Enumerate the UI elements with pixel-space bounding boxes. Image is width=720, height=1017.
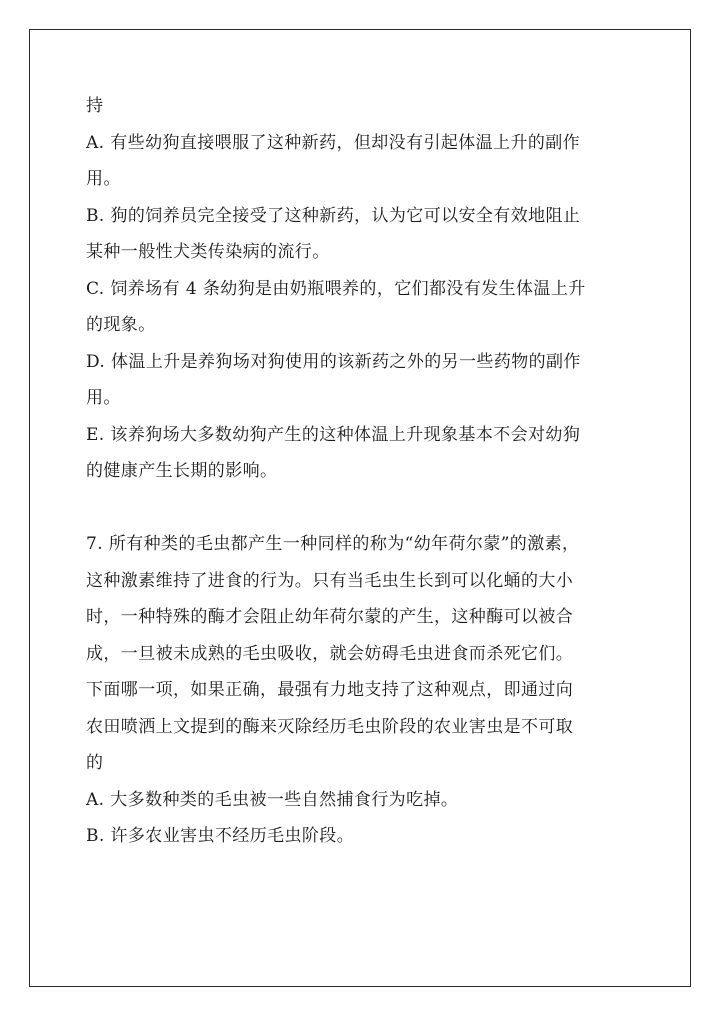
option-line: C. 饲养场有 4 条幼狗是由奶瓶喂养的，它们都没有发生体温上升 [86, 278, 586, 299]
stem-line: 的 [86, 753, 104, 773]
q6-option-b [86, 198, 646, 271]
stem-line: 农田喷洒上文提到的酶来灭除经历毛虫阶段的农业害虫是不可取 [86, 716, 574, 737]
q6-option-a [86, 125, 646, 198]
option-line: A. 有些幼狗直接喂服了这种新药，但却没有引起体温上升的副作 [86, 132, 581, 153]
option-line: E. 该养狗场大多数幼狗产生的这种体温上升现象基本不会对幼狗 [86, 424, 581, 445]
stem-line: 这种激素维持了进食的行为。只有当毛虫生长到可以化蛹的大小 [86, 570, 574, 591]
option-line: 用。 [86, 388, 121, 408]
option-line: B. 狗的饲养员完全接受了这种新药，认为它可以安全有效地阻止 [86, 205, 581, 226]
stem-line: 成，一旦被未成熟的毛虫吸收，就会妨碍毛虫进食而杀死它们。 [86, 643, 574, 664]
paragraph-spacer [86, 490, 646, 527]
q7-option-a: A. 大多数种类的毛虫被一些自然捕食行为吃掉。 [86, 789, 459, 810]
stem-line: 时，一种特殊的酶才会阻止幼年荷尔蒙的产生，这种酶可以被合 [86, 607, 574, 627]
q6-lead-tail: 持 [86, 96, 104, 116]
document-body [86, 88, 646, 855]
q7-option-b: B. 许多农业害虫不经历毛虫阶段。 [86, 826, 355, 846]
option-line: 的现象。 [86, 315, 156, 335]
q6-option-d [86, 344, 646, 417]
q7-stem [86, 526, 646, 782]
stem-line: 下面哪一项，如果正确，最强有力地支持了这种观点，即通过向 [86, 680, 574, 700]
q6-option-e [86, 417, 646, 490]
option-line: D. 体温上升是养狗场对狗使用的该新药之外的另一些药物的副作 [86, 351, 581, 372]
option-line: 的健康产生长期的影响。 [86, 461, 278, 481]
option-line: 用。 [86, 169, 121, 189]
q6-option-c [86, 271, 646, 344]
stem-line: 7. 所有种类的毛虫都产生一种同样的称为“幼年荷尔蒙”的激素， [86, 534, 580, 554]
option-line: 某种一般性犬类传染病的流行。 [86, 242, 330, 262]
